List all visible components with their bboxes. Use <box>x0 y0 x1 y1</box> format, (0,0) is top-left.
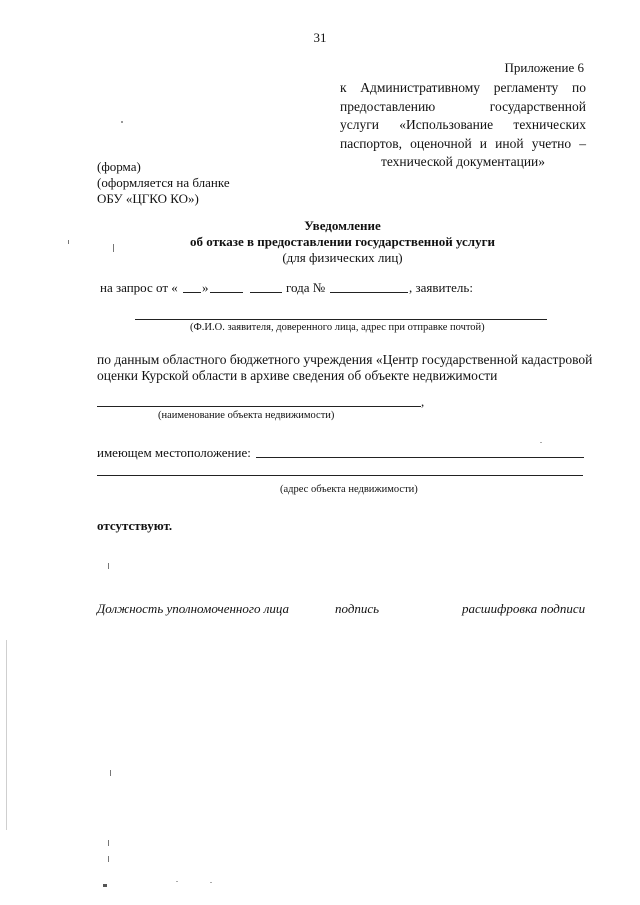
request-line-day-sep: » <box>202 280 209 295</box>
scan-mark <box>108 563 109 569</box>
body-line: оценки Курской области в архиве сведения об объекте недвижимости <box>97 368 498 383</box>
form-note-line: (оформляется на бланке <box>97 175 230 190</box>
scan-mark <box>108 840 109 846</box>
appendix-line: технической документации» <box>380 154 546 169</box>
notice-audience: (для физических лиц) <box>282 250 403 265</box>
address-caption: (адрес объекта недвижимости) <box>280 484 418 495</box>
notice-subtitle: об отказе в предоставлении государственной услуги <box>189 234 495 249</box>
appendix-line: услуги «Использование технических <box>340 117 586 132</box>
signature-position-label: Должность уполномоченного лица <box>97 601 290 616</box>
address-blank <box>97 475 583 476</box>
object-caption: (наименование объекта недвижимости) <box>158 410 335 421</box>
scan-mark <box>110 770 111 776</box>
appendix-title: Приложение 6 <box>504 60 584 75</box>
scan-mark <box>113 244 114 252</box>
signature-sign-label: подпись <box>335 601 380 616</box>
scan-mark <box>68 240 69 244</box>
request-month-blank <box>210 292 243 293</box>
object-blank <box>97 406 421 407</box>
applicant-caption: (Ф.И.О. заявителя, доверенного лица, адрес при отправке почтой) <box>190 322 485 333</box>
notice-title: Уведомление <box>304 218 381 233</box>
scan-mark <box>108 856 109 862</box>
object-line-end: , <box>421 394 425 409</box>
signature-decode-label: расшифровка подписи <box>462 601 586 616</box>
scan-speck <box>176 881 178 882</box>
appendix-line: к Административному регламенту по <box>340 80 586 95</box>
page-number: 31 <box>313 30 327 45</box>
scan-speck <box>121 121 123 123</box>
location-blank <box>256 457 584 458</box>
appendix-reference <box>340 79 586 172</box>
form-note <box>97 159 230 207</box>
body-line: по данным областного бюджетного учреждения «Центр государственной кадастровой <box>97 352 593 367</box>
request-line-suffix: , заявитель: <box>409 280 473 295</box>
appendix-line: паспортов, оценочной и иной учетно – <box>340 135 586 151</box>
scan-speck <box>103 884 107 887</box>
form-note-line: ОБУ «ЦГКО КО») <box>97 191 199 206</box>
location-label: имеющем местоположение: <box>97 445 251 460</box>
scan-speck <box>210 882 212 883</box>
scan-edge <box>6 640 7 830</box>
request-day-blank <box>183 292 201 293</box>
request-year-blank <box>250 292 282 293</box>
applicant-blank <box>135 319 547 320</box>
form-note-line: (форма) <box>97 159 141 174</box>
appendix-line: предоставлению государственной <box>340 98 586 114</box>
request-line-prefix: на запрос от « <box>100 280 178 295</box>
request-number-blank <box>330 292 408 293</box>
scan-speck <box>540 442 542 443</box>
request-year-label: года № <box>286 280 326 295</box>
result-text: отсутствуют. <box>97 518 173 533</box>
